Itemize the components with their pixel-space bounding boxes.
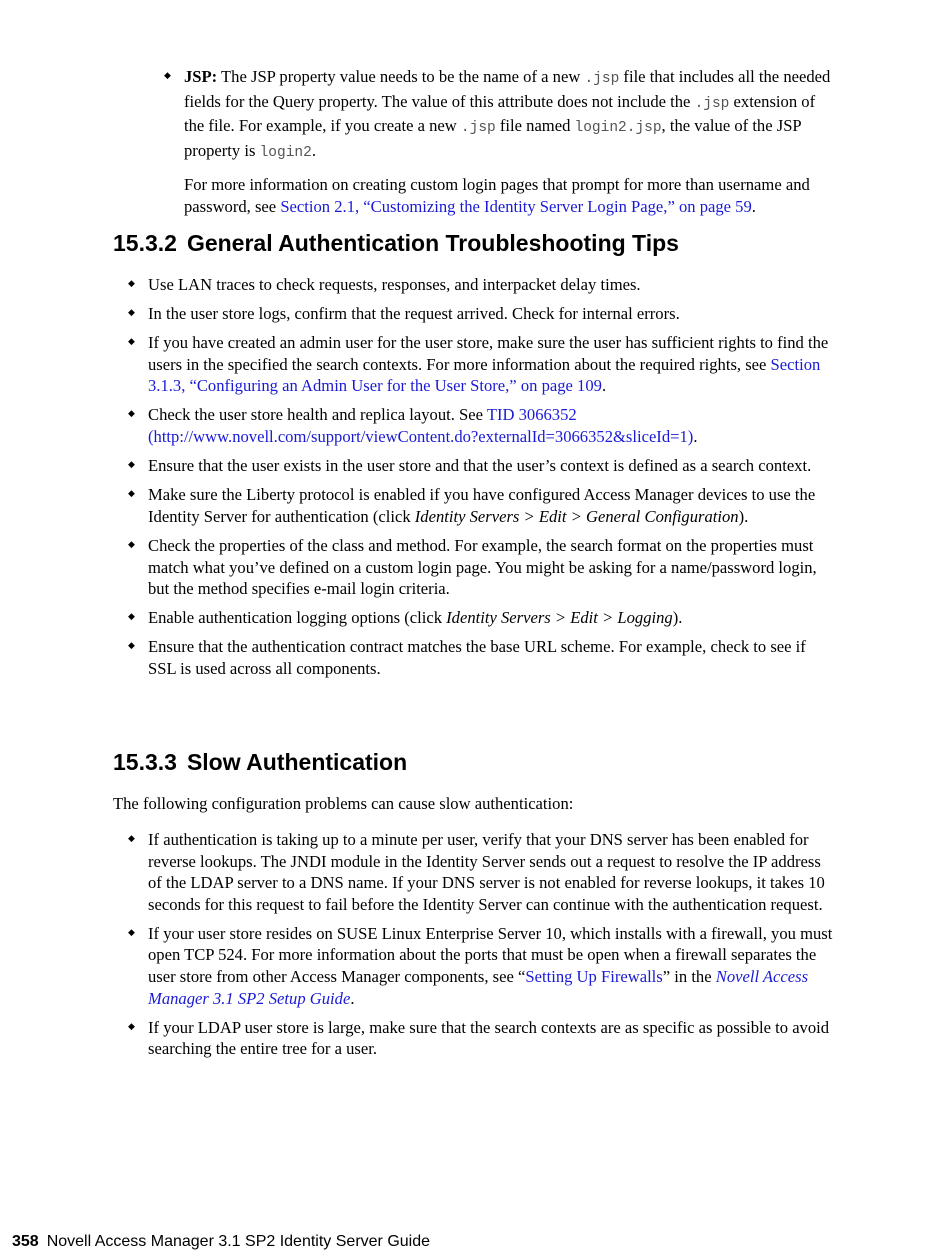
item-end: . — [601, 376, 607, 396]
list-item — [148, 923, 836, 1009]
jsp-text-6: . — [311, 140, 316, 160]
jsp-text-5: , the value of the JSP property is — [184, 116, 802, 160]
item-text: Enable authentication logging options (click — [148, 608, 447, 628]
list-item: ◆ In the user store logs, confirm that the request arrived. Check for internal errors. — [148, 303, 836, 325]
list-item: ◆ If your LDAP user store is large, make sure that the search contexts are as specific as possible to avoid searching the entire tree for a user. — [148, 1017, 836, 1060]
menu-path: Identity Servers > Edit > Logging — [446, 608, 673, 628]
list-item: ◆ If authentication is taking up to a minute per user, verify that your DNS server has been enabled for reverse lookups. The JNDI module in the Identity Server sends out a request to resolve the IP address of the LDAP server to a DNS name. If your DNS server is not enabled for reverse lookups, it takes 10 seconds for this request to fail before the Identity Server can continue with the authentication request. — [148, 829, 836, 915]
item-text: Check the user store health and replica layout. See — [148, 405, 487, 425]
list-item — [148, 332, 836, 397]
jsp-bullet — [184, 66, 834, 164]
item-end: ). — [672, 608, 683, 628]
link-admin-user[interactable]: Section 3.1.3, “Configuring an Admin User for the User Store,” on page 109 — [148, 354, 821, 396]
code-login2-jsp: login2.jsp — [574, 120, 662, 137]
list-item: ◆ Ensure that the user exists in the user store and that the user’s context is defined as a search context. — [148, 455, 836, 477]
list-item: ◆ Ensure that the authentication contract matches the base URL scheme. For example, check to see if SSL is used across all components. — [148, 636, 836, 679]
heading-15-3-3 — [113, 748, 407, 776]
slow-auth-intro: The following configuration problems can cause slow authentication: — [113, 794, 574, 813]
jsp-text-1: The JSP property value needs to be the name of a new — [217, 67, 585, 86]
more-info-end: . — [751, 196, 756, 216]
item-text: If you have created an admin user for the user store, make sure the user has sufficient rights to find the users in the specified the search contexts. For more information about the required rights, see — [148, 333, 829, 374]
item-text: If your user store resides on SUSE Linux Enterprise Server 10, which installs with a firewall, you must open TCP 524. For more information about the ports that must be open when a firewall separates the user store from other Access Manager components, see “ — [148, 923, 833, 987]
jsp-text-4: file named — [495, 116, 575, 136]
item-end: ). — [738, 506, 749, 526]
causes-list — [148, 829, 836, 1060]
page-number: 358 — [12, 1233, 39, 1250]
link-tid-3066352[interactable]: TID 3066352 (http://www.novell.com/support/viewContent.do?externalId=3066352&sliceId=1) — [148, 405, 694, 447]
menu-path: Identity Servers > Edit > General Configuration — [414, 506, 739, 526]
item-end: . — [693, 427, 698, 447]
link-setup-guide[interactable]: Novell Access Manager 3.1 SP2 Setup Guide — [148, 967, 809, 1008]
jsp-bullet-list — [184, 66, 834, 164]
list-item — [148, 484, 836, 527]
link-setting-up-firewalls[interactable]: Setting Up Firewalls — [525, 967, 663, 987]
jsp-text-2: file that includes all the needed fields for the Query property. The value of this attribute does not include the — [184, 67, 831, 111]
code-jsp-ext-2: .jsp — [694, 95, 730, 112]
jsp-label: JSP: — [184, 67, 218, 86]
list-item — [148, 404, 836, 447]
list-item: ◆ Check the properties of the class and method. For example, the search format on the properties must match what you’ve defined on a custom login page. You might be asking for a name/password login, but the method specifies e-mail login criteria. — [148, 535, 836, 600]
item-text: Make sure the Liberty protocol is enabled if you have configured Access Manager devices to use the Identity Server for authentication (click — [148, 485, 816, 526]
slow-auth-causes — [148, 829, 836, 1067]
list-item — [148, 607, 836, 629]
code-jsp-ext-1: .jsp — [584, 71, 620, 87]
link-customizing-login-page[interactable]: Section 2.1, “Customizing the Identity Server Login Page,” on page 59 — [280, 196, 752, 216]
section-number: 15.3.3 — [113, 749, 177, 775]
troubleshooting-tips — [148, 274, 836, 687]
section-title: Slow Authentication — [186, 749, 408, 775]
more-info-paragraph — [184, 174, 834, 217]
book-title: Novell Access Manager 3.1 SP2 Identity Server Guide — [46, 1233, 431, 1250]
code-login2: login2 — [259, 144, 312, 161]
jsp-block — [184, 66, 834, 218]
more-info-text: For more information on creating custom login pages that prompt for more than username and password, see — [184, 175, 810, 216]
item-end: . — [350, 988, 355, 1008]
heading-15-3-2 — [113, 229, 679, 257]
list-item: ◆ Use LAN traces to check requests, responses, and interpacket delay times. — [148, 274, 836, 296]
section-number: 15.3.2 — [113, 230, 177, 256]
page-footer — [12, 1232, 430, 1252]
item-text-2: ” in the — [662, 967, 716, 987]
jsp-text-3: extension of the file. For example, if you create a new — [184, 91, 816, 136]
section-title: General Authentication Troubleshooting Tips — [186, 230, 679, 256]
code-jsp-ext-3: .jsp — [460, 120, 496, 137]
tips-list — [148, 274, 836, 680]
